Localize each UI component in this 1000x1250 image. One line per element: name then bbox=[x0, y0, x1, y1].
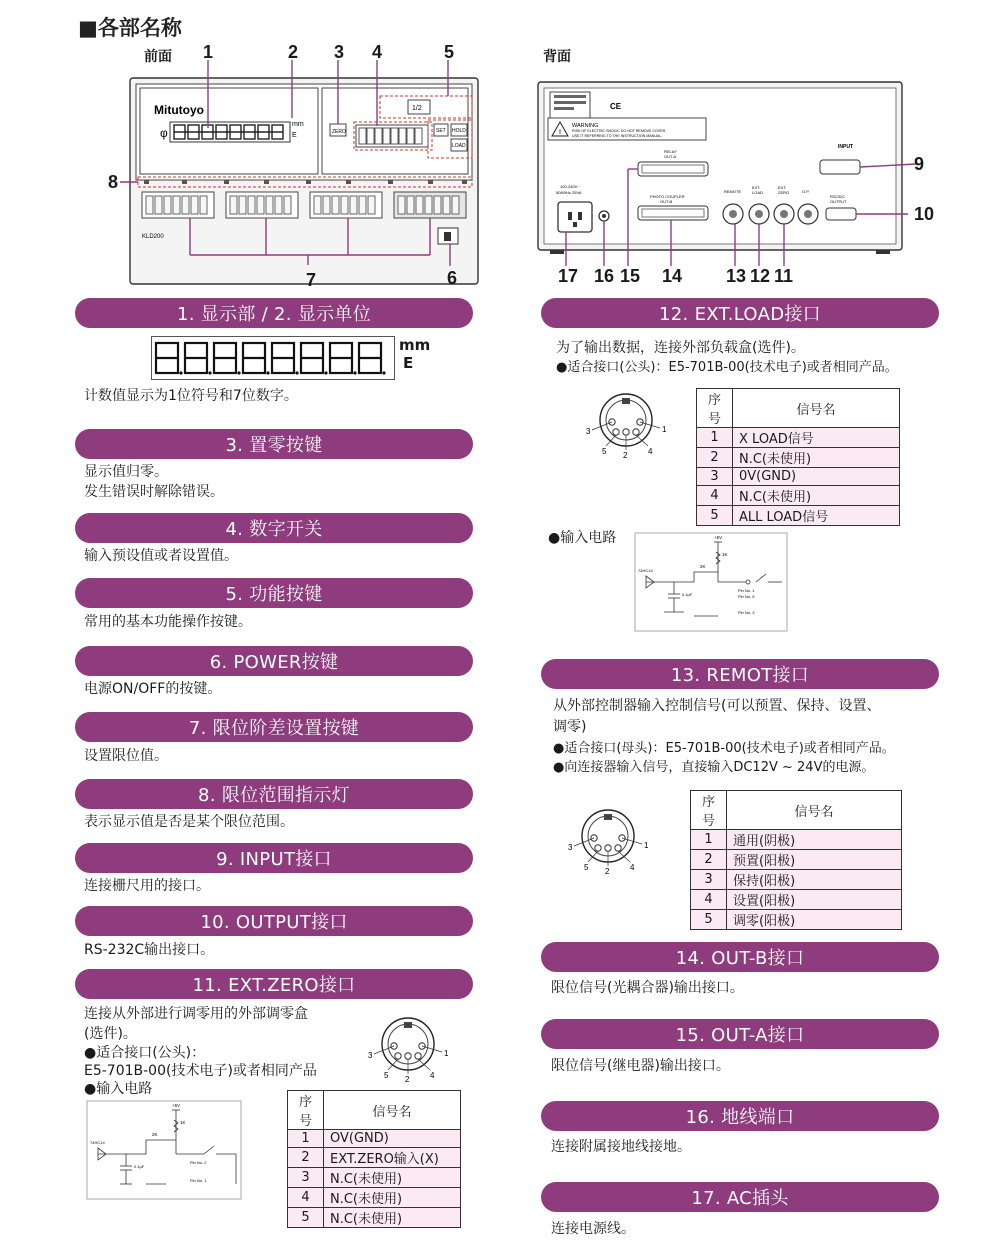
svg-text:4: 4 bbox=[430, 1071, 435, 1080]
table-row: 5 N.C(未使用) bbox=[288, 1208, 461, 1228]
callout-6: 6 bbox=[447, 268, 458, 288]
section-9-text: 连接栅尺用的接口。 bbox=[84, 878, 210, 894]
section-3-heading: 3. 置零按键 bbox=[75, 429, 473, 459]
section-11-text-3: ●适合接口(公头)： bbox=[84, 1045, 206, 1061]
svg-text:+5V: +5V bbox=[172, 1103, 181, 1108]
table-row: 5 调零(阳极) bbox=[691, 910, 902, 930]
svg-text:1K: 1K bbox=[722, 552, 728, 557]
back-label: 背面 bbox=[543, 49, 571, 65]
op-label: O.P. bbox=[802, 189, 810, 194]
section-6-text: 电源ON/OFF的按键。 bbox=[84, 681, 222, 697]
section-15-heading: 15. OUT-A接口 bbox=[541, 1019, 939, 1049]
section-12-circuit-label: ●输入电路 bbox=[548, 530, 617, 546]
svg-text:2: 2 bbox=[623, 451, 628, 460]
warning-title: WARNING bbox=[572, 123, 599, 129]
svg-text:4: 4 bbox=[648, 447, 653, 456]
svg-text:5: 5 bbox=[584, 863, 589, 872]
hold-key: HOLD bbox=[452, 128, 466, 134]
svg-text:1: 1 bbox=[644, 841, 649, 850]
remote-pin-table: 序号 信号名 1 通用(阴极) 2 预置(阳极) 3 保持(阳极) 4 设置(阳极) 5 调零(阳极) bbox=[690, 790, 902, 930]
section-14-heading: 14. OUT-B接口 bbox=[541, 942, 939, 972]
section-15-text: 限位信号(继电器)输出接口。 bbox=[551, 1058, 730, 1074]
model-label: KLD200 bbox=[142, 234, 164, 240]
svg-text:50/60Hz 25VA: 50/60Hz 25VA bbox=[556, 190, 582, 195]
section-16-text: 连接附属接地线接地。 bbox=[551, 1139, 691, 1155]
callout-10: 10 bbox=[914, 204, 935, 224]
table-row: 2 预置(阳极) bbox=[691, 850, 902, 870]
svg-text:1: 1 bbox=[662, 425, 667, 434]
callout-3: 3 bbox=[334, 42, 345, 62]
svg-text:!: ! bbox=[559, 130, 561, 136]
svg-text:mm: mm bbox=[292, 121, 304, 128]
ext-zero-pin-table: 序号 信号名 1 OV(GND) 2 EXT.ZERO输入(X) 3 N.C(未使用) 4 N.C(未使用) 5 N.C(未使用) bbox=[287, 1090, 461, 1228]
table-row: 2 N.C(未使用) bbox=[697, 448, 900, 468]
section-16-heading: 16. 地线端口 bbox=[541, 1101, 939, 1131]
callout-2: 2 bbox=[288, 42, 299, 62]
section-13-text-4: ●向连接器输入信号，直接输入DC12V ~ 24V的电源。 bbox=[553, 760, 875, 775]
lcd-digit-group bbox=[156, 343, 381, 373]
section-1-text: 计数值显示为1位符号和7位数字。 bbox=[84, 388, 298, 404]
section-11-text-4: E5-701B-00(技术电子)或者相同产品 bbox=[84, 1063, 317, 1079]
relay-out-a-label: RELAY bbox=[664, 149, 677, 154]
callout-11: 11 bbox=[774, 266, 794, 286]
svg-text:74HC14: 74HC14 bbox=[90, 1140, 105, 1145]
table-row: 3 N.C(未使用) bbox=[288, 1168, 461, 1188]
svg-text:74HC14: 74HC14 bbox=[638, 568, 653, 573]
section-4-text: 输入预设值或者设置值。 bbox=[84, 548, 238, 564]
brand-logo: Mitutoyo bbox=[154, 103, 204, 117]
svg-text:Pin No. 5: Pin No. 5 bbox=[738, 594, 755, 599]
callout-4: 4 bbox=[372, 42, 383, 62]
rs232-label: RS232C bbox=[830, 194, 846, 199]
svg-text:OUT-B: OUT-B bbox=[660, 199, 673, 204]
svg-text:1: 1 bbox=[444, 1049, 449, 1058]
callout-16: 16 bbox=[594, 266, 615, 286]
ext-zero-connector-diagram bbox=[364, 1012, 454, 1084]
callout-1: 1 bbox=[203, 42, 214, 62]
ext-zero-label: EXT. bbox=[778, 185, 787, 190]
svg-text:0.1μF: 0.1μF bbox=[682, 592, 693, 597]
ext-zero-input-circuit bbox=[86, 1100, 242, 1200]
svg-text:3: 3 bbox=[586, 427, 591, 436]
table-row: 5 ALL LOAD信号 bbox=[697, 506, 900, 526]
section-6-heading: 6. POWER按键 bbox=[75, 646, 473, 676]
svg-text:+5V: +5V bbox=[714, 535, 723, 540]
section-5-heading: 5. 功能按键 bbox=[75, 578, 473, 608]
section-13-text-1: 从外部控制器输入控制信号(可以预置、保持、设置、 bbox=[553, 698, 881, 714]
svg-text:RISK OF ELECTRIC SHOCK. DO NOT: RISK OF ELECTRIC SHOCK. DO NOT REMOVE COVER. bbox=[572, 129, 667, 133]
ext-load-connector-diagram bbox=[582, 388, 672, 460]
section-11-text-2: (选件)。 bbox=[84, 1026, 137, 1042]
ext-load-pin-table: 序号 信号名 1 X LOAD信号 2 N.C(未使用) 3 0V(GND) 4 N.C(未使用) 5 ALL LOAD信号 bbox=[696, 388, 900, 526]
table-row: 1 OV(GND) bbox=[288, 1130, 461, 1148]
callout-15: 15 bbox=[620, 266, 641, 286]
svg-text:2K: 2K bbox=[700, 564, 706, 569]
remote-label: REMOTE bbox=[724, 189, 742, 194]
section-12-heading: 12. EXT.LOAD接口 bbox=[541, 298, 939, 328]
lcd-unit-mm: mm bbox=[399, 336, 431, 354]
section-4-heading: 4. 数字开关 bbox=[75, 513, 473, 543]
front-label: 前面 bbox=[144, 49, 172, 65]
callout-17: 17 bbox=[558, 266, 579, 286]
ext-load-label: EXT. bbox=[752, 185, 761, 190]
half-key: 1/2 bbox=[412, 105, 422, 112]
svg-text:Pin No. 3: Pin No. 3 bbox=[738, 610, 755, 615]
callout-7: 7 bbox=[306, 270, 317, 290]
svg-text:LOAD: LOAD bbox=[752, 190, 763, 195]
callout-5: 5 bbox=[444, 42, 455, 62]
table-row: 1 X LOAD信号 bbox=[697, 428, 900, 448]
section-11-heading: 11. EXT.ZERO接口 bbox=[75, 969, 473, 999]
load-key: LOAD bbox=[452, 143, 466, 149]
table-row: 2 EXT.ZERO输入(X) bbox=[288, 1148, 461, 1168]
section-13-text-3: ●适合接口(母头)：E5-701B-00(技术电子)或者相同产品。 bbox=[553, 741, 895, 756]
ext-load-input-circuit bbox=[634, 532, 788, 632]
back-panel-figure bbox=[530, 76, 930, 290]
section-11-text-5: ●输入电路 bbox=[84, 1081, 153, 1097]
front-panel-figure bbox=[108, 40, 508, 290]
section-12-text-2: ●适合接口(公头)：E5-701B-00(技术电子)或者相同产品。 bbox=[556, 360, 898, 375]
svg-text:Pin No. 1: Pin No. 1 bbox=[190, 1178, 207, 1183]
section-7-text: 设置限位值。 bbox=[84, 748, 168, 764]
table-row: 1 通用(阴极) bbox=[691, 830, 902, 850]
lcd-display bbox=[151, 336, 395, 380]
table-row: 4 设置(阳极) bbox=[691, 890, 902, 910]
svg-text:2K: 2K bbox=[152, 1132, 158, 1137]
table-row: 3 0V(GND) bbox=[697, 468, 900, 486]
svg-text:5: 5 bbox=[602, 447, 607, 456]
section-5-text: 常用的基本功能操作按键。 bbox=[84, 614, 252, 630]
table-row: 4 N.C(未使用) bbox=[697, 486, 900, 506]
svg-text:2: 2 bbox=[605, 867, 610, 876]
phi-symbol: φ bbox=[160, 126, 168, 140]
ac-rating-label: 100-240V~ bbox=[560, 184, 580, 189]
callout-13: 13 bbox=[726, 266, 747, 286]
page-title: ■各部名称 bbox=[78, 16, 182, 40]
section-10-heading: 10. OUTPUT接口 bbox=[75, 906, 473, 936]
ce-mark: CE bbox=[610, 102, 622, 111]
svg-text:OUTPUT: OUTPUT bbox=[830, 199, 847, 204]
svg-text:E: E bbox=[292, 132, 297, 139]
section-10-text: RS-232C输出接口。 bbox=[84, 942, 215, 958]
table-row: 3 保持(阳极) bbox=[691, 870, 902, 890]
section-3-text-1: 显示值归零。 bbox=[84, 464, 168, 480]
section-13-text-2: 调零) bbox=[553, 719, 587, 735]
svg-text:3: 3 bbox=[568, 843, 573, 852]
svg-text:USE IT REFERRING TO THE INSTRU: USE IT REFERRING TO THE INSTRUCTION MANUAL. bbox=[572, 134, 663, 138]
section-7-heading: 7. 限位阶差设置按键 bbox=[75, 712, 473, 742]
svg-text:5: 5 bbox=[384, 1071, 389, 1080]
section-17-heading: 17. AC插头 bbox=[541, 1182, 939, 1212]
callout-9: 9 bbox=[914, 154, 925, 174]
input-port-label: INPUT bbox=[838, 144, 853, 150]
section-8-heading: 8. 限位范围指示灯 bbox=[75, 779, 473, 809]
section-8-text: 表示显示值是否是某个限位范围。 bbox=[84, 814, 294, 830]
svg-text:Pin No. 1: Pin No. 1 bbox=[738, 588, 755, 593]
section-13-heading: 13. REMOT接口 bbox=[541, 659, 939, 689]
photo-out-b-label: PHOTO COUPLER bbox=[650, 194, 685, 199]
callout-12: 12 bbox=[750, 266, 771, 286]
svg-text:OUT-A: OUT-A bbox=[664, 154, 677, 159]
section-14-text: 限位信号(光耦合器)输出接口。 bbox=[551, 980, 744, 996]
callout-8: 8 bbox=[108, 172, 119, 192]
svg-text:1K: 1K bbox=[180, 1120, 186, 1125]
svg-text:Pin No. 2: Pin No. 2 bbox=[190, 1160, 207, 1165]
callout-14: 14 bbox=[662, 266, 683, 286]
zero-key: ZERO bbox=[332, 129, 346, 135]
set-key: SET bbox=[436, 128, 446, 134]
section-9-heading: 9. INPUT接口 bbox=[75, 843, 473, 873]
section-3-text-2: 发生错误时解除错误。 bbox=[84, 484, 224, 500]
svg-text:2: 2 bbox=[405, 1075, 410, 1084]
remote-connector-diagram bbox=[564, 804, 654, 876]
section-1-heading: 1. 显示部 / 2. 显示单位 bbox=[75, 298, 473, 328]
lcd-unit-e: E bbox=[403, 354, 414, 372]
table-row: 4 N.C(未使用) bbox=[288, 1188, 461, 1208]
svg-text:ZERO: ZERO bbox=[778, 190, 790, 195]
svg-text:3: 3 bbox=[368, 1051, 373, 1060]
svg-text:4: 4 bbox=[630, 863, 635, 872]
svg-text:0.1μF: 0.1μF bbox=[134, 1164, 145, 1169]
section-17-text: 连接电源线。 bbox=[551, 1221, 635, 1237]
section-12-text-1: 为了输出数据，连接外部负载盒(选件)。 bbox=[556, 340, 805, 356]
section-11-text-1: 连接从外部进行调零用的外部调零盒 bbox=[84, 1006, 308, 1022]
